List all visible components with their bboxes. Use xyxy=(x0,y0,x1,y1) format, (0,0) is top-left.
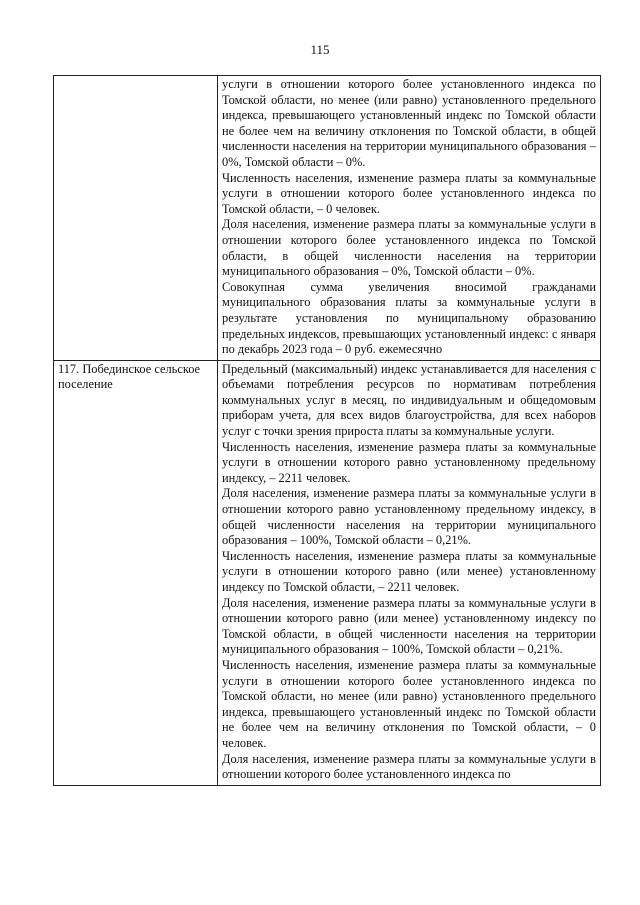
indicators-cell xyxy=(218,360,601,785)
paragraph: Доля населения, изменение размера платы за коммунальные услуги в отношении которого более установленного индекса по xyxy=(222,751,596,782)
paragraph: Доля населения, изменение размера платы за коммунальные услуги в отношении которого более установленного индекса по Томской области, в общей численности населения на территории муниципального образования – 0%, Томской области – 0%. xyxy=(222,217,596,279)
paragraph: Доля населения, изменение размера платы за коммунальные услуги в отношении которого равно установленному предельному индексу, в общей численности населения на территории муниципального образования – 100%, Томской области – 0,21%. xyxy=(222,486,596,548)
table-row xyxy=(54,360,601,785)
paragraph: Доля населения, изменение размера платы за коммунальные услуги в отношении которого равно (или менее) установленному индексу по Томской области, в общей численности населения на территории муниципального образования – 100%, Томской области – 0,21%. xyxy=(222,595,596,657)
indicators-cell xyxy=(218,76,601,361)
page-number: 115 xyxy=(310,42,330,57)
paragraph: Численность населения, изменение размера платы за коммунальные услуги в отношении которого равно (или менее) установленному индексу по Томской области, – 2211 человек. xyxy=(222,548,596,594)
paragraph: Численность населения, изменение размера платы за коммунальные услуги в отношении которого равно установленному предельному индексу, – 2211 человек. xyxy=(222,439,596,485)
municipal-index-table xyxy=(53,75,601,786)
paragraph: услуги в отношении которого более установленного индекса по Томской области, но менее (или равно) установленного предельного индекса, превышающего установленный индекс по Томской области не более чем на величину отклонения по Томской области, в общей численности населения на территории муниципального образования – 0%, Томской области – 0%. xyxy=(222,77,596,169)
paragraph: Предельный (максимальный) индекс устанавливается для населения с объемами потребления ресурсов по нормативам потребления коммунальных услуг в месяц, по индивидуальным и общедомовым приборам учета, для всех видов благоустройства, для всех наборов услуг с точки зрения прироста платы за коммунальные услуги. xyxy=(222,361,596,439)
table-row xyxy=(54,76,601,361)
paragraph: Численность населения, изменение размера платы за коммунальные услуги в отношении которого более установленного индекса по Томской области, – 0 человек. xyxy=(222,170,596,216)
municipality-name-cell: 117. Побединское сельское поселение xyxy=(54,360,218,785)
municipality-name-cell xyxy=(54,76,218,361)
paragraph: Совокупная сумма увеличения вносимой гражданами муниципального образования платы за коммунальные услуги в результате установления по муниципальному образованию предельных индексов, превышающих установленный индекс: с января по декабрь 2023 года – 0 руб. ежемесячно xyxy=(222,279,596,357)
paragraph: Численность населения, изменение размера платы за коммунальные услуги в отношении которого более установленного индекса по Томской области, но менее (или равно) установленного предельного индекса, превышающего установленный индекс по Томской области не более чем на величину отклонения по Томской области, – 0 человек. xyxy=(222,657,596,750)
